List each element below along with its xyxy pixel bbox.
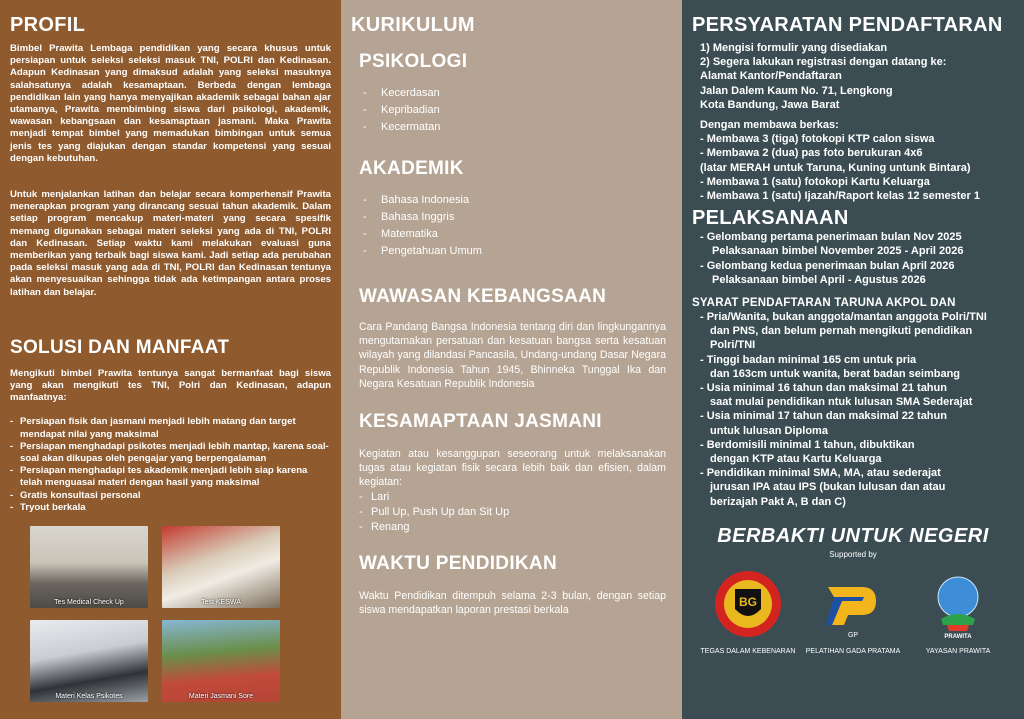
logo-bg — [698, 569, 798, 655]
syarat-line: - Usia minimal 16 tahun dan maksimal 21 tahun — [700, 382, 947, 395]
pelaksanaan-title: PELAKSANAAN — [692, 207, 849, 230]
photo-caption: Test KESWA — [201, 599, 241, 607]
syarat-line: dengan KTP atau Kartu Keluarga — [710, 453, 882, 466]
sponsor-logos — [698, 569, 1008, 655]
syarat-line: - Tinggi badan minimal 165 cm untuk pria — [700, 353, 917, 366]
list-item: - Pull Up, Push Up dan Sit Up — [359, 505, 672, 520]
list-item: - Kepribadian — [363, 102, 672, 119]
list-item: - Kecerdasan — [363, 85, 672, 102]
motto: BERBAKTI UNTUK NEGERI — [717, 524, 989, 547]
persyaratan-title: PERSYARATAN PENDAFTARAN — [692, 14, 1003, 36]
photo-keswa — [162, 526, 280, 608]
pelaksanaan-line: - Gelombang pertama penerimaan bulan Nov 2025 — [700, 231, 962, 244]
supported-by: Supported by — [829, 549, 877, 559]
kurikulum-title: KURIKULUM — [351, 14, 475, 36]
psikologi-title: PSIKOLOGI — [359, 51, 468, 72]
wawasan-text: Cara Pandang Bangsa Indonesia tentang diri dan lingkungannya mengutamakan persatuan dan kesatuan bangsa serta kesatuan wilayah yang dilandasi Pancasila, Undang-undang Dasar Negara Republik Indonesia Tahun 1945, Bhinneka Tunggal Ika dan Negara Kesatuan Republik Indonesia — [359, 321, 666, 390]
berkas-item: - Membawa 1 (satu) fotokopi Kartu Keluarga — [700, 175, 930, 188]
syarat-line: saat mulai pendidikan ntuk lulusan SMA Sederajat — [710, 396, 973, 409]
berkas-item: - Membawa 1 (satu) Ijazah/Raport kelas 12 semester 1 — [700, 190, 981, 203]
list-item: - Renang — [359, 520, 672, 535]
persyaratan-column — [682, 0, 1024, 719]
logo-caption: YAYASAN PRAWITA — [925, 647, 991, 655]
gada-pratama-icon — [818, 569, 888, 639]
bg-badge-icon — [713, 569, 783, 639]
photo-gallery — [30, 526, 331, 702]
pelaksanaan-line: - Gelombang kedua penerimaan bulan April 2026 — [700, 259, 955, 272]
berkas-item: (latar MERAH untuk Taruna, Kuning untunk Bintara) — [700, 161, 971, 174]
waktu-title: WAKTU PENDIDIKAN — [359, 552, 557, 574]
kesamaptaan-text: Kegiatan atau kesanggupan seseorang untuk melaksanakan tugas atau kegiatan fisik secara lebih baik dan efisien, dalam kegiatan: — [359, 448, 666, 489]
akademik-list — [359, 192, 672, 260]
list-item: - Kecermatan — [363, 119, 672, 136]
logo-prawita — [908, 569, 1008, 655]
list-item: - Pengetahuan Umum — [363, 243, 672, 260]
step-line: 1) Mengisi formulir yang disediakan — [700, 42, 888, 54]
logo-mark: PRAWITA — [944, 633, 972, 639]
list-item: - Bahasa Indonesia — [363, 192, 672, 209]
profil-title: PROFIL — [10, 14, 86, 36]
syarat-line: - Pendidikan minimal SMA, MA, atau sederajat — [700, 467, 941, 480]
syarat-line: dan PNS, dan belum pernah mengikuti pendidikan — [710, 325, 973, 338]
pelaksanaan-line: Pelaksanaan bimbel November 2025 - April 2026 — [712, 245, 964, 258]
step-line: 2) Segera lakukan registrasi dengan datang ke: — [700, 56, 947, 69]
photo-psikotes — [30, 620, 148, 702]
logo-caption: TEGAS DALAM KEBENARAN — [700, 647, 796, 655]
profil-column — [0, 0, 341, 719]
wawasan-title: WAWASAN KEBANGSAAN — [359, 286, 607, 307]
syarat-line: dan 163cm untuk wanita, berat badan seimbang — [710, 367, 961, 380]
syarat-line: berizajah Pakt A, B dan C) — [710, 495, 846, 508]
photo-caption: Tes Medical Check Up — [54, 599, 124, 607]
prawita-globe-icon — [923, 569, 993, 639]
berkas-item: - Membawa 3 (tiga) fotokopi KTP calon siswa — [700, 133, 935, 146]
list-item: - Persiapan menghadapi psikotes menjadi lebih mantap, karena soal-soal akan dikupas oleh pengajar yang berpengalaman — [10, 441, 331, 465]
logo-mark: BG — [739, 594, 757, 609]
syarat-line: untuk lulusan Diploma — [710, 424, 828, 437]
kesamaptaan-list — [359, 490, 672, 535]
list-item: - Lari — [359, 490, 672, 505]
photo-jasmani — [162, 620, 280, 702]
solusi-title: SOLUSI DAN MANFAAT — [10, 336, 230, 358]
psikologi-list — [359, 85, 672, 136]
pelaksanaan-line: Pelaksanaan bimbel April - Agustus 2026 — [712, 273, 926, 286]
syarat-line: Polri/TNI — [710, 339, 756, 352]
syarat-line: - Berdomisili minimal 1 tahun, dibuktikan — [700, 438, 915, 451]
profil-paragraph-1: Bimbel Prawita Lembaga pendidikan yang secara khusus untuk persiapan untuk seleksi seleksi masuk TNI, POLRI dan Kedinasan. Adapun Kedinasan yang dimaksud adalah yang seleksi masuknya salahsatunya adalah kesamaptaan. Berbeda dengan lembaga pendidikan lain yang hanya menyajikan akademik sebagai bahan ajar utamanya, Prawita membimbing siswa dari psikologi, akademik, wawasan kebangsaan dan kesamaptaan jasmani. Maka Prawita menjadi tempat bimbel yang memadukan bimbingan untuk semua jenis tes yang diajukan dengan standar kompetensi yang sesuai dengan kebutuhan. — [10, 43, 331, 164]
berkas-item: - Membawa 2 (dua) pas foto berukuran 4x6 — [700, 147, 923, 160]
berkas-title: Dengan membawa berkas: — [700, 119, 839, 132]
photo-medical — [30, 526, 148, 608]
syarat-list — [692, 310, 1014, 509]
list-item: - Matematika — [363, 226, 672, 243]
syarat-line: - Usia minimal 17 tahun dan maksimal 22 tahun — [700, 410, 947, 423]
syarat-line: jurusan IPA atau IPS (bukan lulusan dan atau — [710, 481, 946, 494]
waktu-text: Waktu Pendidikan ditempuh selama 2-3 bulan, dengan setiap siswa mendapatkan laporan prestasi berkala — [359, 589, 666, 616]
logo-caption: PELATIHAN GADA PRATAMA — [805, 647, 901, 655]
profil-paragraph-2: Untuk menjalankan latihan dan belajar secara komperhensif Prawita menerapkan program yang dirancang sesuai tahun akademik. Dalam setiap program mencakup materi-materi yang secara spesifik memang digunakan sebagai materi seleksi yang ada di TNI, POLRI dan Kedinasan. Setiap waktu kami melakukan evaluasi guna memberikan yang terbaik bagi siswa kami. Jadi setiap ada perubahan pada seleksi masuk yang ada di TNI, POLRI dan Kedinasan tentunya akan menyesuaikan sehingga tidak ada ketimpangan antara proses latihan dan belajar. — [10, 189, 331, 298]
persyaratan-steps — [692, 41, 1014, 203]
logo-mark: GP — [847, 631, 859, 639]
kurikulum-column — [341, 0, 682, 719]
kesamaptaan-title: KESAMAPTAAN JASMANI — [359, 411, 602, 433]
syarat-line: - Pria/Wanita, bukan anggota/mantan anggota Polri/TNI — [700, 311, 987, 324]
list-item: - Persiapan menghadapi tes akademik menjadi lebih siap karena telah menguasai materi dengan hasil yang maksimal — [10, 465, 331, 489]
address-line: Jalan Dalem Kaum No. 71, Lengkong — [700, 84, 893, 97]
syarat-title: SYARAT PENDAFTARAN TARUNA AKPOL DAN — [692, 297, 956, 310]
list-item: - Persiapan fisik dan jasmani menjadi lebih matang dan target mendapat nilai yang maksimal — [10, 416, 331, 440]
list-item: - Bahasa Inggris — [363, 209, 672, 226]
list-item: - Gratis konsultasi personal — [10, 490, 331, 502]
photo-caption: Materi Kelas Psikotes — [55, 693, 123, 701]
akademik-title: AKADEMIK — [359, 158, 464, 179]
pelaksanaan-list — [692, 230, 1014, 287]
list-item: - Tryout berkala — [10, 502, 331, 514]
solusi-intro: Mengikuti bimbel Prawita tentunya sangat bermanfaat bagi siswa yang akan mengikuti tes TNI, Polri dan Kedinasan, adapun manfaatnya: — [10, 367, 331, 404]
address-line: Kota Bandung, Jawa Barat — [700, 98, 840, 111]
photo-caption: Materi Jasmani Sore — [188, 693, 254, 701]
address-line: Alamat Kantor/Pendaftaran — [700, 70, 842, 83]
solusi-list — [10, 416, 331, 514]
logo-gp — [803, 569, 903, 655]
